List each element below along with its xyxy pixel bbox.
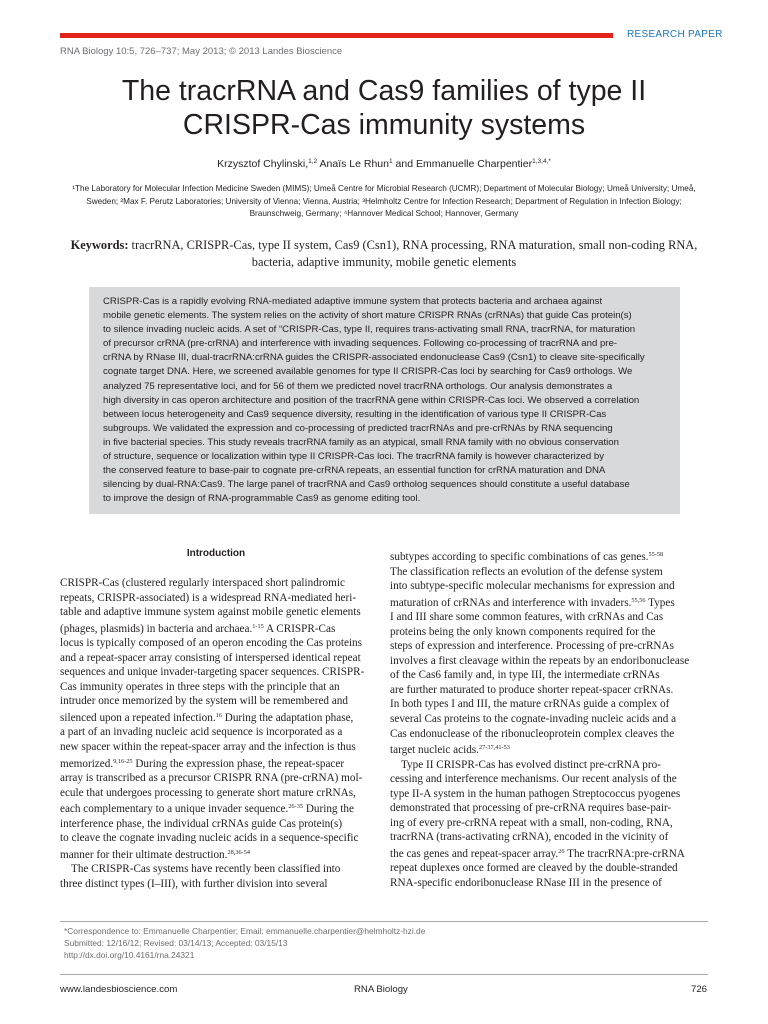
body-text: intruder once memorized by the system will be remembered and	[60, 695, 348, 708]
body-text-line	[60, 725, 372, 740]
author-name: and Emmanuelle Charpentier	[392, 158, 533, 170]
body-text: (phages, plasmids) in bacteria and archaea.	[60, 622, 253, 635]
abstract-box	[89, 287, 680, 514]
body-text: The classification reflects an evolution of the defense system	[390, 565, 663, 578]
body-text: Cas immunity operates in three steps with the principle that an	[60, 680, 340, 693]
author-list	[60, 158, 708, 170]
body-text-line	[60, 755, 372, 772]
citation-reference: 27-37,41-53	[478, 744, 510, 752]
abstract-line: to improve the design of RNA-programmable Cas9 as genome editing tool.	[103, 493, 421, 505]
journal-citation: RNA Biology 10:5, 726–737; May 2013; © 2013 Landes Bioscience	[60, 46, 343, 57]
body-text-line	[60, 709, 372, 726]
citation-reference: 1-15	[252, 622, 264, 630]
keywords	[60, 237, 708, 271]
body-text-line	[60, 651, 372, 666]
body-text-line	[390, 727, 708, 742]
body-text: During the expression phase, the repeat-spacer	[132, 757, 345, 770]
body-text: repeats, CRISPR-associated) is a widespread RNA-mediated heri-	[60, 591, 357, 604]
body-text-line	[390, 683, 708, 698]
body-text-line	[390, 772, 708, 787]
abstract-line: the conserved feature to base-pair to cognate pre-crRNA repeats, an essential function for crRNA maturation and DNA	[103, 465, 606, 477]
footer-website[interactable]: www.landesbioscience.com	[60, 984, 178, 995]
body-text-line	[390, 610, 708, 625]
footer-journal-name: RNA Biology	[354, 984, 408, 995]
body-text-line	[390, 801, 708, 816]
header-red-bar	[60, 33, 613, 38]
body-text-line	[390, 758, 708, 773]
body-text: Cas endonuclease of the ribonucleoprotein complex cleaves the	[390, 727, 675, 740]
body-text: silenced upon a repeated infection.	[60, 711, 216, 724]
body-text-line	[390, 654, 708, 669]
body-text: are further maturated to produce shorter repeat-spacer crRNAs.	[390, 683, 674, 696]
body-text: into subtype-specific molecular mechanisms for expression and	[390, 580, 675, 593]
body-text: type II-A system in the human pathogen Streptococcus pyogenes	[390, 787, 681, 800]
body-text-line	[390, 861, 708, 876]
abstract-line: to silence invading nucleic acids. A set of “CRISPR-Cas, type II, requires trans-activating small RNA, tracrRNA, for maturation	[103, 324, 636, 336]
body-text-line	[60, 605, 372, 620]
citation-reference: 26-35	[288, 803, 304, 811]
body-column-right	[390, 548, 708, 891]
body-column-left	[60, 576, 372, 891]
body-text: subtypes according to specific combinations of cas genes.	[390, 551, 649, 563]
body-text: each complementary to a unique invader sequence.	[60, 803, 289, 816]
page-number: 726	[691, 984, 708, 995]
body-text: RNA-specific endoribonuclease RNase III in the presence of	[390, 877, 662, 890]
affiliation-line: Sweden; ²Max F. Perutz Laboratories; University of Vienna; Vienna, Austria; ³Helmholtz Centre for Infection Research; Department of Regulation in Infection Biology;	[86, 196, 682, 206]
citation-reference: 55-58	[648, 551, 664, 558]
body-text-line	[60, 786, 372, 801]
body-text: interference phase, the individual crRNAs guide Cas protein(s)	[60, 817, 343, 830]
body-text: ecule that undergoes processing to generate short mature crRNAs,	[60, 786, 356, 799]
doi-link[interactable]: http://dx.doi.org/10.4161/rna.24321	[64, 950, 195, 961]
body-text-line	[390, 876, 708, 891]
body-text: steps of expression and interference. Processing of pre-crRNAs	[390, 640, 674, 653]
abstract-line: of structure, sequence or localization within type II CRISPR-Cas loci. The tracrRNA family is however characterized by	[103, 451, 605, 463]
body-text-line	[390, 625, 708, 640]
body-text: new spacer within the repeat-spacer array and the infection is thus	[60, 741, 356, 754]
body-text-line	[390, 594, 708, 611]
author-affiliation-mark: 1	[388, 158, 393, 165]
body-text: demonstrated that processing of pre-crRNA requires base-pair-	[390, 802, 672, 815]
body-text: repeat duplexes once formed are cleaved by the double-stranded	[390, 862, 678, 875]
body-text: and a repeat-spacer array consisting of interspersed identical repeat	[60, 651, 361, 664]
abstract-line: high diversity in cas operon architecture and position of the tracrRNA gene within CRISPR-Cas loci. We observed a correlation	[103, 394, 640, 406]
body-text-line	[60, 877, 372, 892]
body-text: I and III share some common features, with crRNAs and Cas	[390, 611, 664, 624]
author-affiliation-mark: 1,2	[308, 158, 318, 165]
keywords-line: bacteria, adaptive immunity, mobile genetic elements	[251, 255, 517, 269]
body-text: A CRISPR-Cas	[263, 622, 336, 635]
body-text-line	[390, 712, 708, 727]
body-text-line	[390, 697, 708, 712]
body-text: sequences and unique invader-targeting spacer sequences. CRISPR-	[60, 666, 365, 679]
body-text: of the Cas6 family and, in type III, the intermediate crRNAs	[390, 669, 660, 682]
body-text: to cleave the cognate invading nucleic acids in a sequence-specific	[60, 832, 359, 845]
citation-reference: 16	[215, 711, 222, 719]
body-text: Type II CRISPR-Cas has evolved distinct pre-crRNA pro-	[390, 758, 661, 771]
body-text: proteins being the only known components required for the	[390, 625, 656, 638]
abstract-line: mobile genetic elements. The system relies on the activity of short mature CRISPR RNAs (crRNAs) that guide Cas protein(s)	[103, 310, 632, 322]
body-text-line	[60, 620, 372, 637]
abstract-line: subgroups. We validated the expression and co-processing of predicted tracrRNAs and pre-crRNAs by RNA sequencing	[103, 422, 613, 434]
abstract-text	[103, 295, 668, 506]
body-text: During the	[303, 803, 354, 816]
body-text-line	[60, 817, 372, 832]
body-text-line	[390, 565, 708, 580]
abstract-line: silencing by dual-RNA:Cas9. The large panel of tracrRNA and Cas9 ortholog sequences should constitute a useful database	[103, 479, 630, 491]
keywords-text: tracrRNA, CRISPR-Cas, type II system, Cas9 (Csn1), RNA processing, RNA maturation, small non-coding RNA,	[128, 238, 698, 252]
body-text-line	[60, 800, 372, 817]
abstract-line: between locus heterogeneity and Cas9 sequence diversity, resulting in the identification of various type II CRISPR-Cas	[103, 408, 607, 420]
body-text-line	[390, 830, 708, 845]
body-text-line	[390, 548, 708, 565]
citation-reference: 55,56	[631, 596, 646, 604]
body-text: The tracrRNA:pre-crRNA	[564, 847, 685, 860]
body-text: several Cas proteins to the cognate-invading nucleic acids and a	[390, 713, 677, 726]
body-text-line	[390, 639, 708, 654]
body-text-line	[60, 665, 372, 680]
body-text: the cas genes and repeat-spacer array.	[390, 847, 559, 860]
body-text: CRISPR-Cas (clustered regularly interspaced short palindromic	[60, 577, 345, 589]
correspondence-footnote	[60, 921, 708, 964]
body-text: three distinct types (I–III), with further division into several	[60, 877, 328, 890]
body-text-line	[60, 680, 372, 695]
section-heading-introduction: Introduction	[186, 548, 246, 559]
abstract-line: of precursor crRNA (pre-crRNA) and interference with invading sequences. Following co-processing of tracrRNA and pre-	[103, 338, 618, 350]
body-text: table and adaptive immune system against mobile genetic elements	[60, 606, 361, 619]
body-text: locus is typically composed of an operon encoding the Cas proteins	[60, 637, 362, 650]
body-text-line	[60, 740, 372, 755]
keywords-line	[60, 237, 708, 254]
footer-divider	[60, 974, 708, 975]
body-text-line	[390, 741, 708, 758]
body-text: During the adaptation phase,	[221, 711, 354, 724]
body-text: array is transcribed as a precursor CRISPR RNA (pre-crRNA) mol-	[60, 772, 363, 785]
body-text: involves a first cleavage within the repeats by an endoribonuclease	[390, 654, 690, 667]
footnote-line: *Correspondence to: Emmanuelle Charpentier; Email: emmanuelle.charpentier@helmholtz-hzi.de	[64, 926, 426, 936]
body-text: In both types I and III, the mature crRNAs guide a complex of	[390, 698, 670, 711]
body-text-line	[60, 846, 372, 863]
body-text: The CRISPR-Cas systems have recently been classified into	[60, 863, 341, 876]
body-text: cessing and interference mechanisms. Our recent analysis of the	[390, 773, 677, 786]
author-name: Krzysztof Chylinski,	[217, 158, 309, 170]
body-text-line	[60, 771, 372, 786]
body-text-line	[60, 694, 372, 709]
citation-reference: 26	[558, 847, 565, 855]
body-text-line	[390, 668, 708, 683]
body-text: Types	[645, 596, 675, 609]
abstract-line: CRISPR-Cas is a rapidly evolving RNA-mediated adaptive immune system that protects bacteria and archaea against	[103, 296, 603, 307]
keywords-label: Keywords:	[70, 238, 129, 252]
body-text-line	[390, 845, 708, 862]
body-text-line	[390, 787, 708, 802]
body-text-line	[60, 831, 372, 846]
body-text: memorized.	[60, 757, 114, 770]
title-line: CRISPR-Cas immunity systems	[182, 109, 586, 141]
footnote-text	[64, 925, 425, 962]
author-name: Anaïs Le Rhun	[317, 158, 389, 170]
affiliation-line: ¹The Laboratory for Molecular Infection Medicine Sweden (MIMS); Umeå Centre for Microbial Research (UCMR); Department of Molecular Biology; Umeå University; Umeå,	[72, 184, 696, 193]
body-text: a part of an invading nucleic acid sequence is incorporated as a	[60, 726, 343, 739]
citation-reference: 9,16-25	[113, 757, 133, 765]
article-title	[60, 74, 708, 142]
affiliation-line: Braunschweig, Germany; ⁴Hannover Medical School; Hannover, Germany	[249, 209, 519, 219]
body-text-line	[60, 636, 372, 651]
body-text: ing of every pre-crRNA repeat with a small, non-coding, RNA,	[390, 816, 673, 829]
abstract-line: in five bacterial species. This study reveals tracrRNA family as an atypical, small RNA family with no obvious conservation	[103, 436, 619, 448]
abstract-line: crRNA by RNase III, dual-tracrRNA:crRNA guides the CRISPR-associated endonuclease Cas9 (Csn1) to cleave site-specifically	[103, 352, 645, 364]
title-line: The tracrRNA and Cas9 families of type II	[121, 75, 647, 107]
body-text-line	[60, 576, 372, 591]
body-text: tracrRNA (trans-activating crRNA), encoded in the vicinity of	[390, 831, 669, 844]
affiliations	[60, 183, 708, 221]
body-text: target nucleic acids.	[390, 744, 479, 757]
author-affiliation-mark: 1,3,4,*	[532, 158, 551, 165]
body-text-line	[390, 579, 708, 594]
body-text-line	[390, 816, 708, 831]
abstract-line: cognate target DNA. Here, we screened available genomes for type II CRISPR-Cas loci by searching for Cas9 orthologs. We	[103, 366, 633, 378]
body-text-line	[60, 591, 372, 606]
footnote-line: Submitted: 12/16/12; Revised: 03/14/13; Accepted: 03/15/13	[64, 938, 288, 949]
citation-reference: 28,36-54	[227, 848, 251, 856]
section-label: RESEARCH PAPER	[627, 29, 723, 40]
body-text-line	[60, 862, 372, 877]
body-text: manner for their ultimate destruction.	[60, 848, 228, 861]
abstract-line: analyzed 75 representative loci, and for 56 of them we predicted novel tracrRNA orthologs. Our analysis demonstrates a	[103, 380, 613, 392]
body-text: maturation of crRNAs and interference with invaders.	[390, 596, 632, 609]
